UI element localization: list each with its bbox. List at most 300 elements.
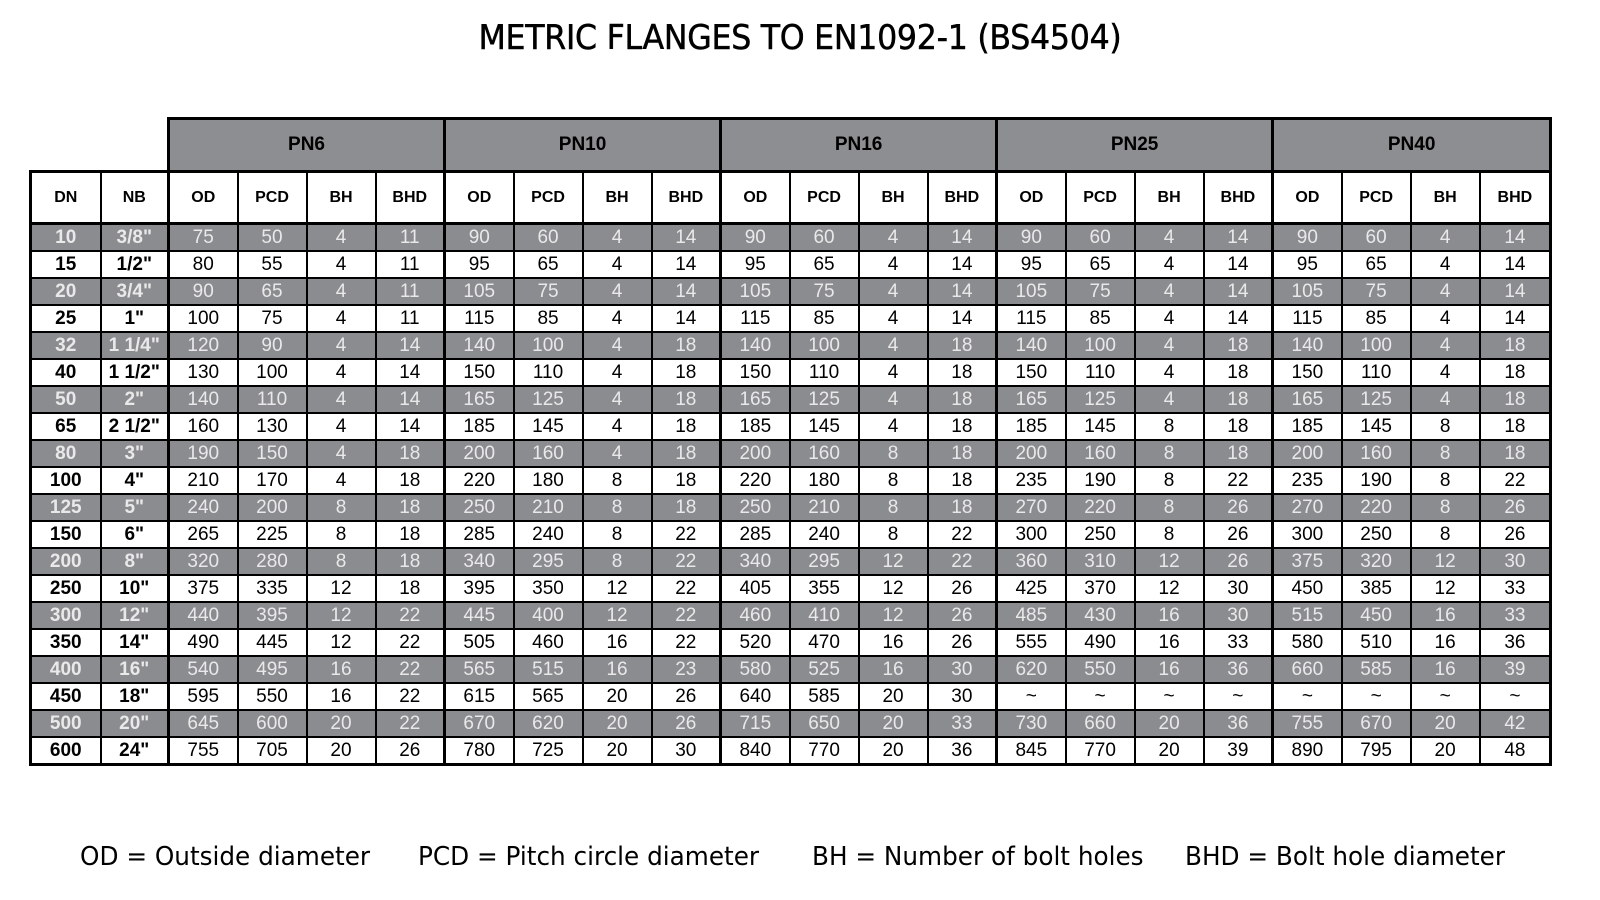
table-row <box>31 494 1551 521</box>
cell-nb: 2 1/2" <box>101 413 169 440</box>
cell-od: 660 <box>1273 656 1342 683</box>
cell-bh: 8 <box>1135 413 1204 440</box>
cell-bhd: 14 <box>652 251 721 278</box>
cell-bh: 4 <box>307 278 376 305</box>
cell-bh: 20 <box>1135 737 1204 765</box>
cell-bh: 4 <box>583 359 652 386</box>
cell-bh: 8 <box>583 494 652 521</box>
cell-bhd: 18 <box>652 440 721 467</box>
cell-bh: 4 <box>583 413 652 440</box>
cell-bh: 4 <box>307 224 376 252</box>
cell-od: ~ <box>1273 683 1342 710</box>
cell-pcd: 130 <box>238 413 307 440</box>
cell-dn: 40 <box>31 359 101 386</box>
cell-pcd: 250 <box>1342 521 1411 548</box>
cell-nb: 16" <box>101 656 169 683</box>
cell-bhd: 14 <box>1480 278 1551 305</box>
cell-bh: 16 <box>1411 656 1480 683</box>
cell-od: 755 <box>1273 710 1342 737</box>
cell-pcd: 670 <box>1342 710 1411 737</box>
cell-dn: 125 <box>31 494 101 521</box>
cell-bh: 4 <box>307 332 376 359</box>
cell-od: 80 <box>169 251 238 278</box>
page-title: METRIC FLANGES TO EN1092-1 (BS4504) <box>478 18 1122 58</box>
cell-bh: 8 <box>1411 413 1480 440</box>
cell-bhd: 23 <box>652 656 721 683</box>
cell-bhd: 39 <box>1480 656 1551 683</box>
cell-od: 240 <box>169 494 238 521</box>
cell-bh: 12 <box>1135 575 1204 602</box>
cell-pcd: 50 <box>238 224 307 252</box>
cell-dn: 65 <box>31 413 101 440</box>
cell-od: 105 <box>997 278 1066 305</box>
table-row <box>31 251 1551 278</box>
cell-bh: 4 <box>1411 359 1480 386</box>
cell-pcd: 220 <box>1342 494 1411 521</box>
legend <box>0 842 1600 882</box>
cell-od: ~ <box>997 683 1066 710</box>
table-row <box>31 548 1551 575</box>
cell-od: 140 <box>169 386 238 413</box>
cell-pcd: 240 <box>790 521 859 548</box>
cell-bhd: 30 <box>1480 548 1551 575</box>
cell-pcd: 145 <box>1066 413 1135 440</box>
cell-bh: 4 <box>1135 359 1204 386</box>
cell-pcd: 515 <box>514 656 583 683</box>
cell-bhd: 36 <box>928 737 997 765</box>
cell-bhd: 18 <box>1480 440 1551 467</box>
cell-bh: 20 <box>1411 710 1480 737</box>
cell-pcd: 160 <box>1066 440 1135 467</box>
cell-od: 210 <box>169 467 238 494</box>
cell-bh: 4 <box>307 413 376 440</box>
cell-od: 150 <box>445 359 514 386</box>
column-header-row <box>31 172 1551 224</box>
table-row <box>31 602 1551 629</box>
cell-bh: 16 <box>1411 602 1480 629</box>
cell-od: 95 <box>997 251 1066 278</box>
cell-bh: 4 <box>583 251 652 278</box>
cell-dn: 350 <box>31 629 101 656</box>
cell-nb: 8" <box>101 548 169 575</box>
cell-pcd: 110 <box>514 359 583 386</box>
legend-pcd: PCD = Pitch circle diameter <box>418 842 760 872</box>
cell-od: 140 <box>997 332 1066 359</box>
cell-od: 645 <box>169 710 238 737</box>
cell-od: 165 <box>997 386 1066 413</box>
cell-pcd: 75 <box>238 305 307 332</box>
cell-od: 285 <box>721 521 790 548</box>
cell-bh: 16 <box>583 656 652 683</box>
cell-od: 185 <box>445 413 514 440</box>
cell-bh: 20 <box>583 683 652 710</box>
cell-bh: 8 <box>307 548 376 575</box>
cell-od: 780 <box>445 737 514 765</box>
column-header-bh: BH <box>307 172 376 224</box>
cell-bhd: 26 <box>928 629 997 656</box>
flange-table <box>29 117 1552 766</box>
cell-bh: 16 <box>1135 602 1204 629</box>
cell-bhd: 48 <box>1480 737 1551 765</box>
cell-pcd: 295 <box>514 548 583 575</box>
cell-bhd: 30 <box>652 737 721 765</box>
cell-pcd: 225 <box>238 521 307 548</box>
cell-bhd: 14 <box>1204 251 1273 278</box>
cell-bh: 16 <box>307 656 376 683</box>
cell-dn: 300 <box>31 602 101 629</box>
cell-od: 515 <box>1273 602 1342 629</box>
cell-bh: 8 <box>1135 521 1204 548</box>
cell-bhd: 22 <box>928 548 997 575</box>
cell-pcd: 60 <box>1066 224 1135 252</box>
cell-pcd: 430 <box>1066 602 1135 629</box>
cell-bhd: 36 <box>1480 629 1551 656</box>
cell-bh: 4 <box>859 359 928 386</box>
cell-pcd: 450 <box>1342 602 1411 629</box>
cell-pcd: 75 <box>790 278 859 305</box>
cell-pcd: 180 <box>790 467 859 494</box>
column-header-od: OD <box>721 172 790 224</box>
cell-bh: 12 <box>859 548 928 575</box>
cell-bhd: 18 <box>652 494 721 521</box>
cell-bhd: 33 <box>928 710 997 737</box>
cell-bhd: 18 <box>376 440 445 467</box>
cell-dn: 500 <box>31 710 101 737</box>
cell-od: 375 <box>169 575 238 602</box>
cell-od: 490 <box>169 629 238 656</box>
cell-od: 150 <box>1273 359 1342 386</box>
cell-bh: 8 <box>1135 494 1204 521</box>
cell-pcd: 170 <box>238 467 307 494</box>
cell-bh: 8 <box>859 467 928 494</box>
cell-pcd: 350 <box>514 575 583 602</box>
cell-bhd: 18 <box>1204 359 1273 386</box>
pressure-class-header-row <box>31 119 1551 172</box>
cell-bhd: 14 <box>1480 305 1551 332</box>
column-header-od: OD <box>445 172 514 224</box>
cell-od: 460 <box>721 602 790 629</box>
cell-bhd: 18 <box>1480 359 1551 386</box>
cell-bh: 8 <box>1135 467 1204 494</box>
cell-bh: 20 <box>859 737 928 765</box>
cell-nb: 1/2" <box>101 251 169 278</box>
cell-pcd: 125 <box>1066 386 1135 413</box>
cell-od: 200 <box>997 440 1066 467</box>
cell-pcd: 110 <box>790 359 859 386</box>
cell-od: 595 <box>169 683 238 710</box>
cell-bh: 4 <box>307 440 376 467</box>
cell-od: 395 <box>445 575 514 602</box>
cell-bh: 4 <box>859 386 928 413</box>
cell-dn: 450 <box>31 683 101 710</box>
cell-bh: 12 <box>307 575 376 602</box>
cell-bhd: 18 <box>928 386 997 413</box>
cell-bhd: 39 <box>1204 737 1273 765</box>
cell-pcd: 65 <box>790 251 859 278</box>
cell-od: 90 <box>721 224 790 252</box>
cell-bh: 4 <box>1135 251 1204 278</box>
cell-bhd: 22 <box>652 629 721 656</box>
cell-bhd: 14 <box>928 305 997 332</box>
cell-od: 250 <box>721 494 790 521</box>
cell-bhd: 11 <box>376 278 445 305</box>
cell-bhd: 22 <box>1204 467 1273 494</box>
cell-nb: 3/8" <box>101 224 169 252</box>
column-header-pcd: PCD <box>1342 172 1411 224</box>
cell-pcd: 550 <box>238 683 307 710</box>
table-row <box>31 332 1551 359</box>
cell-pcd: 145 <box>514 413 583 440</box>
cell-dn: 400 <box>31 656 101 683</box>
cell-od: 235 <box>997 467 1066 494</box>
cell-pcd: 725 <box>514 737 583 765</box>
cell-od: 620 <box>997 656 1066 683</box>
cell-bhd: 18 <box>652 413 721 440</box>
cell-dn: 200 <box>31 548 101 575</box>
cell-bhd: 22 <box>376 602 445 629</box>
cell-bhd: 22 <box>652 602 721 629</box>
cell-bh: 4 <box>1411 305 1480 332</box>
cell-bh: ~ <box>1411 683 1480 710</box>
cell-bhd: 18 <box>928 413 997 440</box>
cell-od: 425 <box>997 575 1066 602</box>
cell-bh: 4 <box>583 224 652 252</box>
cell-pcd: ~ <box>1066 683 1135 710</box>
cell-bh: 4 <box>859 251 928 278</box>
cell-od: 265 <box>169 521 238 548</box>
cell-bh: 4 <box>307 386 376 413</box>
cell-bh: 20 <box>583 710 652 737</box>
cell-pcd: 145 <box>1342 413 1411 440</box>
cell-bhd: 18 <box>652 332 721 359</box>
table-body <box>31 224 1551 765</box>
cell-pcd: 60 <box>790 224 859 252</box>
cell-pcd: 60 <box>514 224 583 252</box>
cell-dn: 25 <box>31 305 101 332</box>
pressure-class-header: PN40 <box>1273 119 1551 172</box>
cell-od: 130 <box>169 359 238 386</box>
cell-od: 485 <box>997 602 1066 629</box>
column-header-pcd: PCD <box>790 172 859 224</box>
cell-od: 185 <box>1273 413 1342 440</box>
cell-bhd: 18 <box>1204 440 1273 467</box>
cell-bh: 20 <box>859 683 928 710</box>
cell-od: 140 <box>445 332 514 359</box>
cell-od: 755 <box>169 737 238 765</box>
cell-bhd: 14 <box>376 359 445 386</box>
table-row <box>31 224 1551 252</box>
table-row <box>31 575 1551 602</box>
cell-bh: 16 <box>1135 656 1204 683</box>
cell-bh: 8 <box>1411 467 1480 494</box>
cell-dn: 250 <box>31 575 101 602</box>
cell-bh: 20 <box>859 710 928 737</box>
cell-pcd: 125 <box>1342 386 1411 413</box>
cell-od: 375 <box>1273 548 1342 575</box>
cell-bhd: 18 <box>376 467 445 494</box>
cell-pcd: 210 <box>790 494 859 521</box>
cell-pcd: 335 <box>238 575 307 602</box>
cell-pcd: 660 <box>1066 710 1135 737</box>
cell-od: 520 <box>721 629 790 656</box>
cell-od: 640 <box>721 683 790 710</box>
cell-bh: 8 <box>1411 521 1480 548</box>
cell-bh: 4 <box>1411 278 1480 305</box>
cell-bh: 4 <box>307 359 376 386</box>
cell-pcd: 770 <box>1066 737 1135 765</box>
cell-bhd: 14 <box>376 332 445 359</box>
cell-bh: 20 <box>1135 710 1204 737</box>
cell-bh: 8 <box>583 521 652 548</box>
cell-dn: 15 <box>31 251 101 278</box>
cell-od: 340 <box>445 548 514 575</box>
cell-pcd: 585 <box>790 683 859 710</box>
cell-bh: 4 <box>1411 224 1480 252</box>
cell-bh: 4 <box>1411 386 1480 413</box>
cell-bhd: 14 <box>376 413 445 440</box>
cell-dn: 10 <box>31 224 101 252</box>
cell-bhd: 14 <box>928 278 997 305</box>
cell-bhd: 42 <box>1480 710 1551 737</box>
cell-bh: 8 <box>859 521 928 548</box>
cell-bhd: 18 <box>652 359 721 386</box>
cell-pcd: 60 <box>1342 224 1411 252</box>
cell-bhd: 18 <box>928 494 997 521</box>
cell-pcd: 355 <box>790 575 859 602</box>
cell-bh: 4 <box>1135 332 1204 359</box>
cell-pcd: 110 <box>1066 359 1135 386</box>
cell-bh: 4 <box>1135 278 1204 305</box>
cell-bhd: 11 <box>376 224 445 252</box>
cell-bh: 4 <box>1135 386 1204 413</box>
cell-pcd: 65 <box>514 251 583 278</box>
cell-od: 320 <box>169 548 238 575</box>
cell-od: 95 <box>445 251 514 278</box>
cell-od: 100 <box>169 305 238 332</box>
cell-od: 105 <box>1273 278 1342 305</box>
column-header-bhd: BHD <box>1204 172 1273 224</box>
cell-bhd: 18 <box>376 548 445 575</box>
cell-bhd: 36 <box>1204 710 1273 737</box>
cell-pcd: 85 <box>514 305 583 332</box>
cell-od: 220 <box>721 467 790 494</box>
cell-pcd: 280 <box>238 548 307 575</box>
cell-bh: 4 <box>583 332 652 359</box>
cell-pcd: 65 <box>238 278 307 305</box>
cell-bhd: 22 <box>376 683 445 710</box>
cell-od: 715 <box>721 710 790 737</box>
cell-pcd: 240 <box>514 521 583 548</box>
cell-pcd: 160 <box>514 440 583 467</box>
cell-bh: 12 <box>859 602 928 629</box>
cell-pcd: 620 <box>514 710 583 737</box>
cell-bhd: 14 <box>652 224 721 252</box>
column-header-bhd: BHD <box>1480 172 1551 224</box>
cell-pcd: 100 <box>790 332 859 359</box>
legend-bhd: BHD = Bolt hole diameter <box>1185 842 1506 872</box>
cell-pcd: 160 <box>1342 440 1411 467</box>
cell-od: 95 <box>1273 251 1342 278</box>
cell-od: 120 <box>169 332 238 359</box>
cell-nb: 3/4" <box>101 278 169 305</box>
cell-pcd: 600 <box>238 710 307 737</box>
cell-nb: 3" <box>101 440 169 467</box>
cell-od: 165 <box>1273 386 1342 413</box>
cell-bhd: 18 <box>928 359 997 386</box>
cell-pcd: 470 <box>790 629 859 656</box>
cell-pcd: 385 <box>1342 575 1411 602</box>
cell-bhd: 18 <box>376 575 445 602</box>
cell-bh: 4 <box>859 305 928 332</box>
cell-od: 580 <box>721 656 790 683</box>
cell-od: 670 <box>445 710 514 737</box>
cell-od: 115 <box>997 305 1066 332</box>
cell-od: 220 <box>445 467 514 494</box>
cell-bhd: 14 <box>376 386 445 413</box>
cell-bhd: 18 <box>376 494 445 521</box>
cell-od: 730 <box>997 710 1066 737</box>
column-header-dn: DN <box>31 172 101 224</box>
cell-pcd: 55 <box>238 251 307 278</box>
table-row <box>31 710 1551 737</box>
cell-bh: 16 <box>583 629 652 656</box>
cell-bh: 20 <box>307 710 376 737</box>
cell-bh: 4 <box>1135 305 1204 332</box>
cell-pcd: 585 <box>1342 656 1411 683</box>
table-row <box>31 440 1551 467</box>
cell-bhd: 14 <box>1204 224 1273 252</box>
cell-od: 270 <box>1273 494 1342 521</box>
cell-bhd: 14 <box>652 305 721 332</box>
cell-bhd: 18 <box>1204 386 1273 413</box>
cell-bhd: 22 <box>652 521 721 548</box>
cell-bh: 4 <box>1135 224 1204 252</box>
cell-bhd: 14 <box>652 278 721 305</box>
cell-bh: 8 <box>1411 494 1480 521</box>
cell-pcd: 85 <box>790 305 859 332</box>
cell-pcd: 770 <box>790 737 859 765</box>
cell-pcd: 250 <box>1066 521 1135 548</box>
cell-pcd: 145 <box>790 413 859 440</box>
cell-bh: 4 <box>859 224 928 252</box>
cell-od: 405 <box>721 575 790 602</box>
table-row <box>31 305 1551 332</box>
cell-pcd: 100 <box>514 332 583 359</box>
cell-bhd: 26 <box>1480 494 1551 521</box>
cell-bh: 20 <box>307 737 376 765</box>
cell-od: 105 <box>721 278 790 305</box>
cell-bhd: 30 <box>928 656 997 683</box>
cell-od: 150 <box>721 359 790 386</box>
column-header-bh: BH <box>1411 172 1480 224</box>
table-row <box>31 278 1551 305</box>
cell-od: 360 <box>997 548 1066 575</box>
cell-od: 300 <box>1273 521 1342 548</box>
cell-bhd: 22 <box>1480 467 1551 494</box>
column-header-od: OD <box>997 172 1066 224</box>
column-header-od: OD <box>1273 172 1342 224</box>
cell-od: 115 <box>445 305 514 332</box>
cell-bhd: 18 <box>928 332 997 359</box>
cell-od: 540 <box>169 656 238 683</box>
cell-od: 140 <box>721 332 790 359</box>
cell-bhd: 22 <box>652 575 721 602</box>
cell-bhd: 22 <box>652 548 721 575</box>
cell-bh: 16 <box>1135 629 1204 656</box>
cell-od: 845 <box>997 737 1066 765</box>
column-header-bh: BH <box>583 172 652 224</box>
cell-bh: 8 <box>1135 440 1204 467</box>
